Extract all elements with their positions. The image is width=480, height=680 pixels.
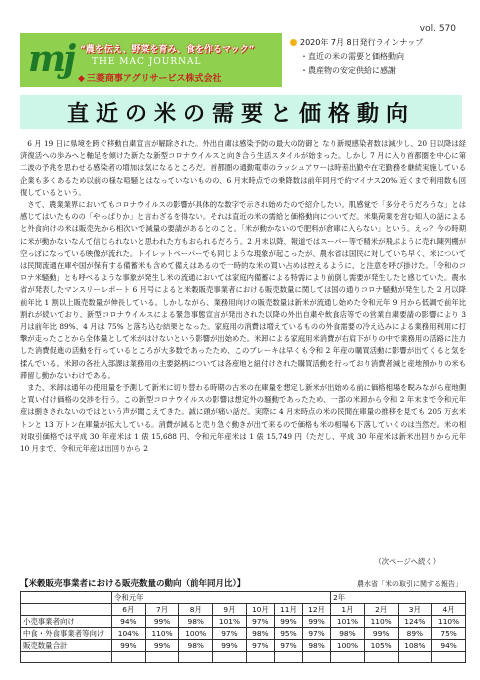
table-cell: 110% [432,616,466,628]
table-title: 【米穀販売事業者における販売数量の動向（前年同月比）】 [20,579,246,589]
table-cell: 99% [303,616,331,628]
table-row [21,652,466,663]
table-cell: 108% [398,640,432,652]
table-cell: 101% [213,616,247,628]
empty-cell [398,652,432,663]
table-source: 農水省「米の取引に関する報告」 [357,580,462,588]
month-header: 9月 [213,604,247,616]
paragraph: 6 月 19 日に県境を跨ぐ移動自粛宣言が解除された。外出自粛は感染予防の最大の防御と なり新規感染者数は減少し、20 日以降は経済復活への歩みへと軸足を傾けた新たな新型コロナウイルスと向き合う生活スタイルが始まった。しかし 7 月に入り首都圏を中心に第二波の予兆を思わせる感染者の増加は気になるところだ。首都圏の通勤電車のラッシュアワーは時差出勤や在宅勤務を継続実施している企業も多くあるため以前の様な喧騒とはなっていないものの、6 月末時点での乗降数は前年同月で約マイナス20% 近くまで利用数も回復しているという。 [20,139,466,197]
paragraph: さて、農業業界においてもコロナウイルスの影響が具体的な数字で示され始めたので紹介したい。肌感覚で「多分そうだろうな」とは感じてはいたものの「やっぱりか」と言わざるを得ない。それは直近の米の需給と価格動向についてだ。米集荷業を営む知人の話によると外食向けの米は販売先から相次いで減量の要請があるとのこと。「米が動かないので肥料が倉庫に入らない」という。えっ？今の時期に米が動かないなんて信じられないと思われた方もおられるだろう。2 月末以降、報道ではスーパー等で精米が飛ぶように売れ陳列棚が空っぽになっている映像が流れた。トイレットペーパーでも同じような現象が起こったが、農水省は国民に対していち早く、米については民間流通在庫や国が保有する備蓄米も含めて備えはあるので一時的な米の買い占めは控えるように、と注意を呼び掛けた。「令和のコロナ米騒動」とも呼べるような事象が発生し米の流通においては家庭内備蓄による特需により前倒し需要が発生したと感じていた。農水省が発表したマンスリーレポート 6 月号によると米穀販売事業者における販売数量に関しては国の通りコロナ騒動が発生した 2 月以降前年比 1 割以上販売数量が伸長している。しかしながら、業務用向けの販売数量は新米が流通し始めた令和元年 9 月から低調で前年比割れが続いており、新型コロナウイルスによる緊急事態宣言が発出された以降の外出自粛や飲食店等での営業自粛要請の影響により 3 月は前年比 89%、4 月は 75% と落ち込む結果となった。家庭用の消費は増えているものの外食需要の冷え込みによる業務用利用に打撃が走ったことから全体量として米がはけないという影響が出始めた。米卸による家庭用米消費が右肩下がりの中で業務用の活路に注力した消費促進の活動を行っているところが大多数であったため、このブレーキは早くも令和 2 年産の購買活動に影響が出てくると気を揉んでいる。米卸の各社入部課は業務用の主要銘柄については各産地と紐付けされた購買活動を行っており消費者減と産地預かりの米も滞留し動かないわけである。 [20,200,466,380]
lineup [290,37,462,76]
table-cell: 97% [246,640,274,652]
table-cell: 97% [213,628,247,640]
article-body [20,138,466,455]
volume-number: vol. 570 [419,24,456,34]
month-header: 1月 [331,604,365,616]
table-cell: 94% [112,616,146,628]
table-cell: 97% [274,640,302,652]
table-cell: 110% [364,616,398,628]
sales-volume-table [20,591,466,663]
table-cell: 95% [274,628,302,640]
table-cell: 104% [112,628,146,640]
table-cell: 124% [398,616,432,628]
empty-cell [213,652,247,663]
table-cell: 100% [331,640,365,652]
month-header: 10月 [246,604,274,616]
empty-cell [246,652,274,663]
three-diamonds-icon: ◆ [78,74,85,84]
empty-cell [21,592,112,604]
company-name [78,71,221,84]
table-cell: 99% [364,628,398,640]
table-cell: 100% [179,628,213,640]
table-cell: 97% [246,616,274,628]
table-cell: 98% [179,616,213,628]
month-row [21,604,466,616]
slogan: “農を伝え、野菜を育み、食を作るマック” [80,45,255,55]
empty-cell [21,652,112,663]
row-label: 小売事業者向け [21,616,112,628]
empty-cell [112,652,146,663]
empty-cell [364,652,398,663]
table-cell: 97% [303,628,331,640]
table-row [21,616,466,628]
masthead [20,33,462,87]
month-header: 4月 [432,604,466,616]
month-header: 8月 [179,604,213,616]
empty-cell [179,652,213,663]
row-label: 中食・外食事業者等向け [21,628,112,640]
month-header: 3月 [398,604,432,616]
continued-note: （次ページへ続く） [374,557,440,566]
table-cell: 94% [432,640,466,652]
empty-cell [274,652,302,663]
table-row [21,640,466,652]
month-header: 12月 [303,604,331,616]
issue-date [290,37,462,48]
month-header: 6月 [112,604,146,616]
table-cell: 98% [331,628,365,640]
empty-cell [145,652,179,663]
title-bar [20,95,462,129]
month-header: 7月 [145,604,179,616]
table-cell: 89% [398,628,432,640]
empty-cell [21,604,112,616]
banner [20,33,282,87]
empty-cell [331,652,365,663]
row-label: 販売数量合計 [21,640,112,652]
table-cell: 99% [274,616,302,628]
table-cell: 98% [246,628,274,640]
table-cell: 75% [432,628,466,640]
mj-logo: mj [28,38,74,80]
month-header: 2月 [364,604,398,616]
table-cell: 99% [213,640,247,652]
table-row [21,628,466,640]
lineup-item: ・農産物の安定供給に感謝 [300,66,396,75]
company-label: 三菱商事アグリサービス株式会社 [86,74,222,84]
journal-name: THE MAC JOURNAL [92,57,202,67]
empty-cell [432,652,466,663]
table-cell: 98% [303,640,331,652]
article-title: 直近の米の需要と価格動向 [66,102,415,127]
empty-cell [303,652,331,663]
paragraph: また、米卸は通年の使用量を予測して新米に切り替わる時期の古米の在庫量を想定し新米が出始める前に価格相場を睨みながら産地側と買い付け価格の交渉を行う。この新型コロナウイルスの影響は想定外の騒動であったため、一部の米卸から令和 2 年末まで令和元年産は捌きされないのではという声が聞こえてきた。誠に頭が痛い話だ。実際に 4 月末時点の米の民間在庫量の推移を見ても 205 万玄米トンと 13 万トン在庫量が拡大している。消費が減ると売り急ぐ動きが出て来るので価格も米の相場も下落していくのは当然だ。米の相対取引価格では平成 30 年産米は 1 俵 15,688 円、令和元年産米は 1 俵 15,749 円（ただし、平成 30 年産米は新米出回りから元年 10 月まで、令和元年産は出回りから 2 [20,383,466,454]
issue-date-text: 2020年 7月 8日発行ラインナップ [300,38,424,47]
era-label: 2年 [331,592,466,604]
table-cell: 99% [112,640,146,652]
table-cell: 99% [145,640,179,652]
table-cell: 105% [364,640,398,652]
table-cell: 99% [145,616,179,628]
table-cell: 98% [179,640,213,652]
era-label: 令和元年 [112,592,331,604]
table-cell: 110% [145,628,179,640]
bullet-dot-icon [290,39,297,46]
era-row [21,592,466,604]
table-cell: 101% [331,616,365,628]
month-header: 11月 [274,604,302,616]
lineup-item: ・直近の米の需要と価格動向 [300,52,404,61]
